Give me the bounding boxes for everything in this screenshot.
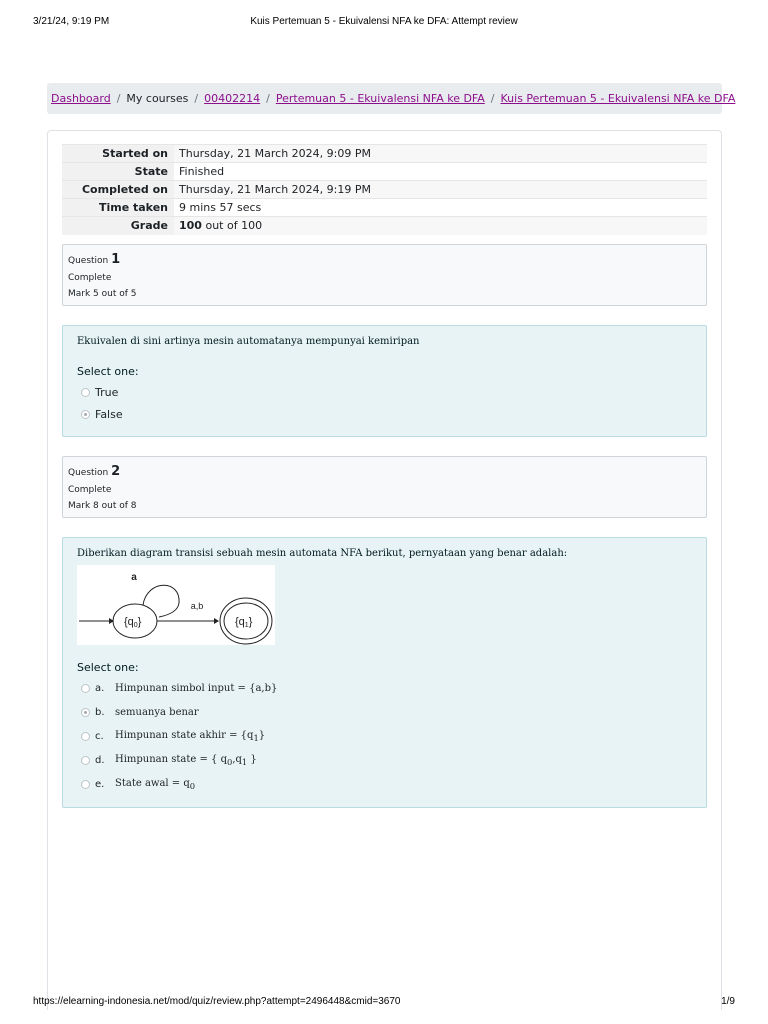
attempt-summary-table xyxy=(62,144,707,235)
option-label: True xyxy=(95,385,119,399)
select-one-prompt: Select one: xyxy=(77,661,139,674)
state-q0-label: {q0} xyxy=(124,616,142,629)
breadcrumb-separator: / xyxy=(490,92,495,105)
summary-label: State xyxy=(62,163,174,181)
option-letter: d. xyxy=(95,754,105,766)
radio-button-selected[interactable] xyxy=(81,410,90,419)
option-text: Himpunan simbol input = {a,b} xyxy=(115,682,278,694)
question-status: Complete xyxy=(68,485,112,495)
question-mark: Mark 8 out of 8 xyxy=(68,501,137,511)
answer-option-e xyxy=(77,772,692,796)
summary-row-started xyxy=(62,145,707,163)
summary-label: Completed on xyxy=(62,181,174,199)
breadcrumb-separator: / xyxy=(266,92,270,105)
option-letter: b. xyxy=(95,706,105,718)
breadcrumb-separator: / xyxy=(116,92,121,105)
radio-button[interactable] xyxy=(81,756,90,765)
question-2-info xyxy=(62,456,707,518)
breadcrumb xyxy=(47,83,736,114)
breadcrumb-quiz-link[interactable]: Kuis Pertemuan 5 - Ekuivalensi NFA ke DFA xyxy=(500,92,736,105)
select-one-prompt: Select one: xyxy=(77,365,139,378)
radio-button[interactable] xyxy=(81,388,90,397)
summary-value: 9 mins 57 secs xyxy=(174,199,707,217)
option-letter: e. xyxy=(95,778,105,790)
option-letter: a. xyxy=(95,682,105,694)
breadcrumb-section-link[interactable]: Pertemuan 5 - Ekuivalensi NFA ke DFA xyxy=(275,92,485,105)
summary-label: Started on xyxy=(62,145,174,163)
question-number: Question 1 xyxy=(68,252,121,267)
question-1-formulation xyxy=(62,325,707,437)
state-q1-label: {q1} xyxy=(235,616,253,629)
option-label: False xyxy=(95,407,123,421)
question-text: Diberikan diagram transisi sebuah mesin automata NFA berikut, pernyataan yang benar adalah: xyxy=(77,548,568,559)
print-header xyxy=(0,16,768,30)
option-text: Himpunan state = { $q_0,q_1$ } xyxy=(115,753,257,767)
radio-button[interactable] xyxy=(81,684,90,693)
answer-options xyxy=(77,381,692,425)
question-number: Question 2 xyxy=(68,464,121,479)
option-letter: c. xyxy=(95,730,104,742)
option-text: Himpunan state akhir = $\{q_1\}$ xyxy=(115,729,266,743)
answer-option-d xyxy=(77,748,692,772)
answer-option-a xyxy=(77,676,692,700)
option-text: State awal = $q_0$ xyxy=(115,777,196,791)
summary-value: Thursday, 21 March 2024, 9:19 PM xyxy=(174,181,707,199)
question-1-info xyxy=(62,244,707,306)
answer-option-false xyxy=(77,403,692,425)
loop-label: a xyxy=(131,572,137,583)
radio-button[interactable] xyxy=(81,732,90,741)
question-mark: Mark 5 out of 5 xyxy=(68,289,137,299)
answer-option-b xyxy=(77,700,692,724)
edge-label: a,b xyxy=(190,601,204,611)
answer-option-true xyxy=(77,381,692,403)
breadcrumb-dashboard-link[interactable]: Dashboard xyxy=(51,92,111,105)
breadcrumb-separator: / xyxy=(194,92,199,105)
breadcrumb-my-courses: My courses xyxy=(126,92,189,105)
grade-out-of: out of 100 xyxy=(201,219,263,233)
print-url: https://elearning-indonesia.net/mod/quiz/review.php?attempt=2496448&cmid=3670 xyxy=(33,996,401,1007)
radio-button-selected[interactable] xyxy=(81,708,90,717)
summary-row-grade xyxy=(62,217,707,235)
print-title: Kuis Pertemuan 5 - Ekuivalensi NFA ke DFA: Attempt review xyxy=(250,16,518,27)
radio-button[interactable] xyxy=(81,780,90,789)
page-counter: 1/9 xyxy=(721,996,735,1007)
breadcrumb-course-link[interactable]: 00402214 xyxy=(204,92,261,105)
answer-option-c xyxy=(77,724,692,748)
question-2-formulation xyxy=(62,537,707,808)
question-status: Complete xyxy=(68,273,112,283)
summary-value: Thursday, 21 March 2024, 9:09 PM xyxy=(174,145,707,163)
summary-label: Time taken xyxy=(62,199,174,217)
nfa-transition-diagram xyxy=(77,565,275,645)
summary-row-time xyxy=(62,199,707,217)
summary-value: Finished xyxy=(174,163,707,181)
grade-score: 100 xyxy=(179,219,202,233)
print-date: 3/21/24, 9:19 PM xyxy=(33,16,110,27)
option-text: semuanya benar xyxy=(115,706,199,718)
summary-label: Grade xyxy=(62,217,174,235)
summary-row-completed xyxy=(62,181,707,199)
print-footer xyxy=(0,996,768,1010)
answer-options xyxy=(77,676,692,796)
summary-row-state xyxy=(62,163,707,181)
question-text: Ekuivalen di sini artinya mesin automatanya mempunyai kemiripan xyxy=(77,336,420,347)
summary-value xyxy=(174,217,707,235)
